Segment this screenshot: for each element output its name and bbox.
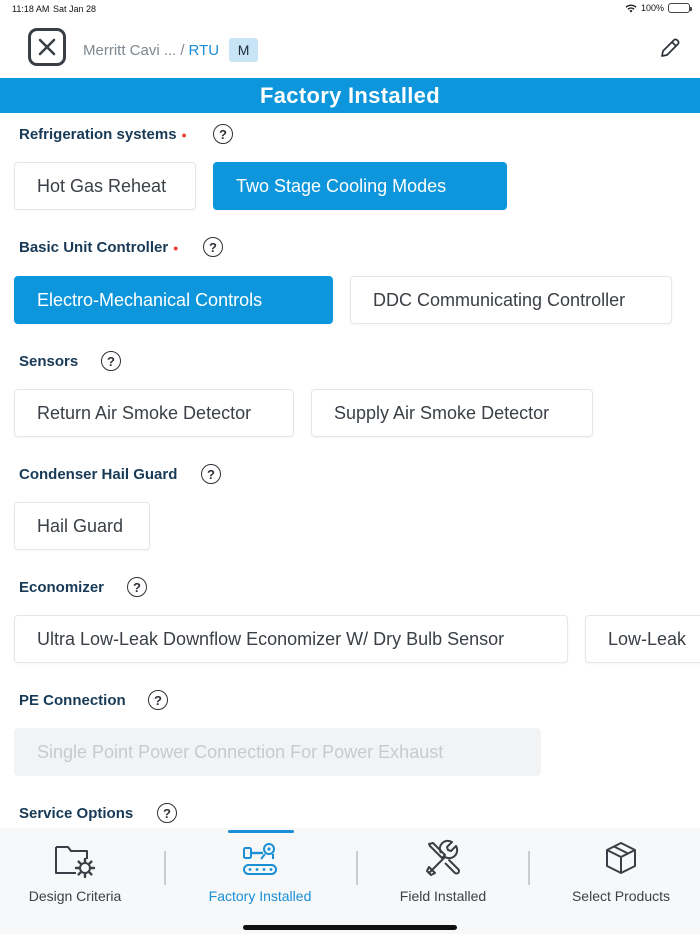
section-label-hail-guard: [19, 466, 177, 483]
close-icon: [37, 37, 57, 57]
option-supply-air-smoke[interactable]: Supply Air Smoke Detector: [311, 389, 593, 437]
bottom-tab-bar: [0, 828, 700, 934]
wrench-screwdriver-icon: [420, 836, 466, 882]
section-title: Service Options: [19, 805, 134, 822]
section-label-controller: [19, 239, 178, 256]
help-icon[interactable]: ?: [203, 237, 223, 257]
help-icon[interactable]: ?: [157, 803, 177, 823]
required-indicator: •: [181, 126, 187, 143]
options-content[interactable]: [0, 113, 700, 828]
close-button[interactable]: [28, 28, 66, 66]
status-right: [625, 3, 690, 13]
section-label-economizer: [19, 579, 104, 596]
folder-gear-icon: [52, 836, 98, 882]
box-icon: [598, 836, 644, 882]
tab-divider: [356, 851, 358, 885]
help-icon[interactable]: ?: [101, 351, 121, 371]
tab-select-products[interactable]: [561, 828, 681, 918]
battery-percent: 100%: [640, 3, 664, 13]
section-label-service: [19, 805, 133, 822]
help-icon[interactable]: ?: [201, 464, 221, 484]
option-single-point-power: Single Point Power Connection For Power Exhaust: [14, 728, 541, 776]
breadcrumb-unit[interactable]: RTU: [188, 41, 220, 59]
option-return-air-smoke[interactable]: Return Air Smoke Detector: [14, 389, 294, 437]
tab-label: Field Installed: [399, 888, 487, 904]
option-two-stage-cooling[interactable]: Two Stage Cooling Modes: [213, 162, 507, 210]
option-ultra-low-leak-economizer[interactable]: Ultra Low-Leak Downflow Economizer W/ Dry Bulb Sensor: [14, 615, 568, 663]
section-title: Condenser Hail Guard: [19, 466, 178, 483]
tab-field-installed[interactable]: [383, 828, 503, 918]
pencil-icon: [658, 36, 682, 60]
status-date: Sat Jan 28: [53, 4, 97, 14]
tab-divider: [164, 851, 166, 885]
section-title: Economizer: [19, 579, 105, 596]
option-hot-gas-reheat[interactable]: Hot Gas Reheat: [14, 162, 196, 210]
tab-design-criteria[interactable]: [15, 828, 135, 918]
help-icon[interactable]: ?: [127, 577, 147, 597]
tab-label: Select Products: [571, 888, 671, 904]
section-title: PE Connection: [19, 692, 126, 709]
help-icon[interactable]: ?: [213, 124, 233, 144]
tab-label: Design Criteria: [28, 888, 122, 904]
tab-divider: [528, 851, 530, 885]
breadcrumb: [83, 38, 258, 62]
help-icon[interactable]: ?: [148, 690, 168, 710]
option-electro-mechanical[interactable]: Electro-Mechanical Controls: [14, 276, 333, 324]
page-title-banner: Factory Installed: [0, 78, 700, 113]
section-label-refrigeration: [19, 126, 186, 143]
status-bar: [0, 0, 700, 18]
header: [0, 18, 700, 78]
tab-factory-installed[interactable]: [200, 828, 320, 918]
required-indicator: •: [173, 239, 179, 256]
option-ddc-controller[interactable]: DDC Communicating Controller: [350, 276, 672, 324]
edit-button[interactable]: [658, 36, 682, 60]
battery-icon: [668, 3, 690, 13]
status-time: 11:18 AM: [12, 4, 50, 14]
tab-label: Factory Installed: [208, 888, 312, 904]
section-title: Sensors: [19, 353, 79, 370]
breadcrumb-separator: /: [180, 41, 185, 59]
section-title: Refrigeration systems: [19, 126, 177, 143]
unit-badge: M: [229, 38, 258, 62]
option-low-leak-economizer[interactable]: Low-Leak: [585, 615, 700, 663]
section-label-sensors: [19, 353, 78, 370]
wifi-icon: [625, 4, 637, 13]
section-label-pe-connection: [19, 692, 126, 709]
home-indicator: [243, 925, 457, 930]
robot-arm-conveyor-icon: [237, 836, 283, 882]
option-hail-guard[interactable]: Hail Guard: [14, 502, 150, 550]
breadcrumb-project[interactable]: Merritt Cavi ...: [83, 41, 177, 59]
section-title: Basic Unit Controller: [19, 239, 169, 256]
